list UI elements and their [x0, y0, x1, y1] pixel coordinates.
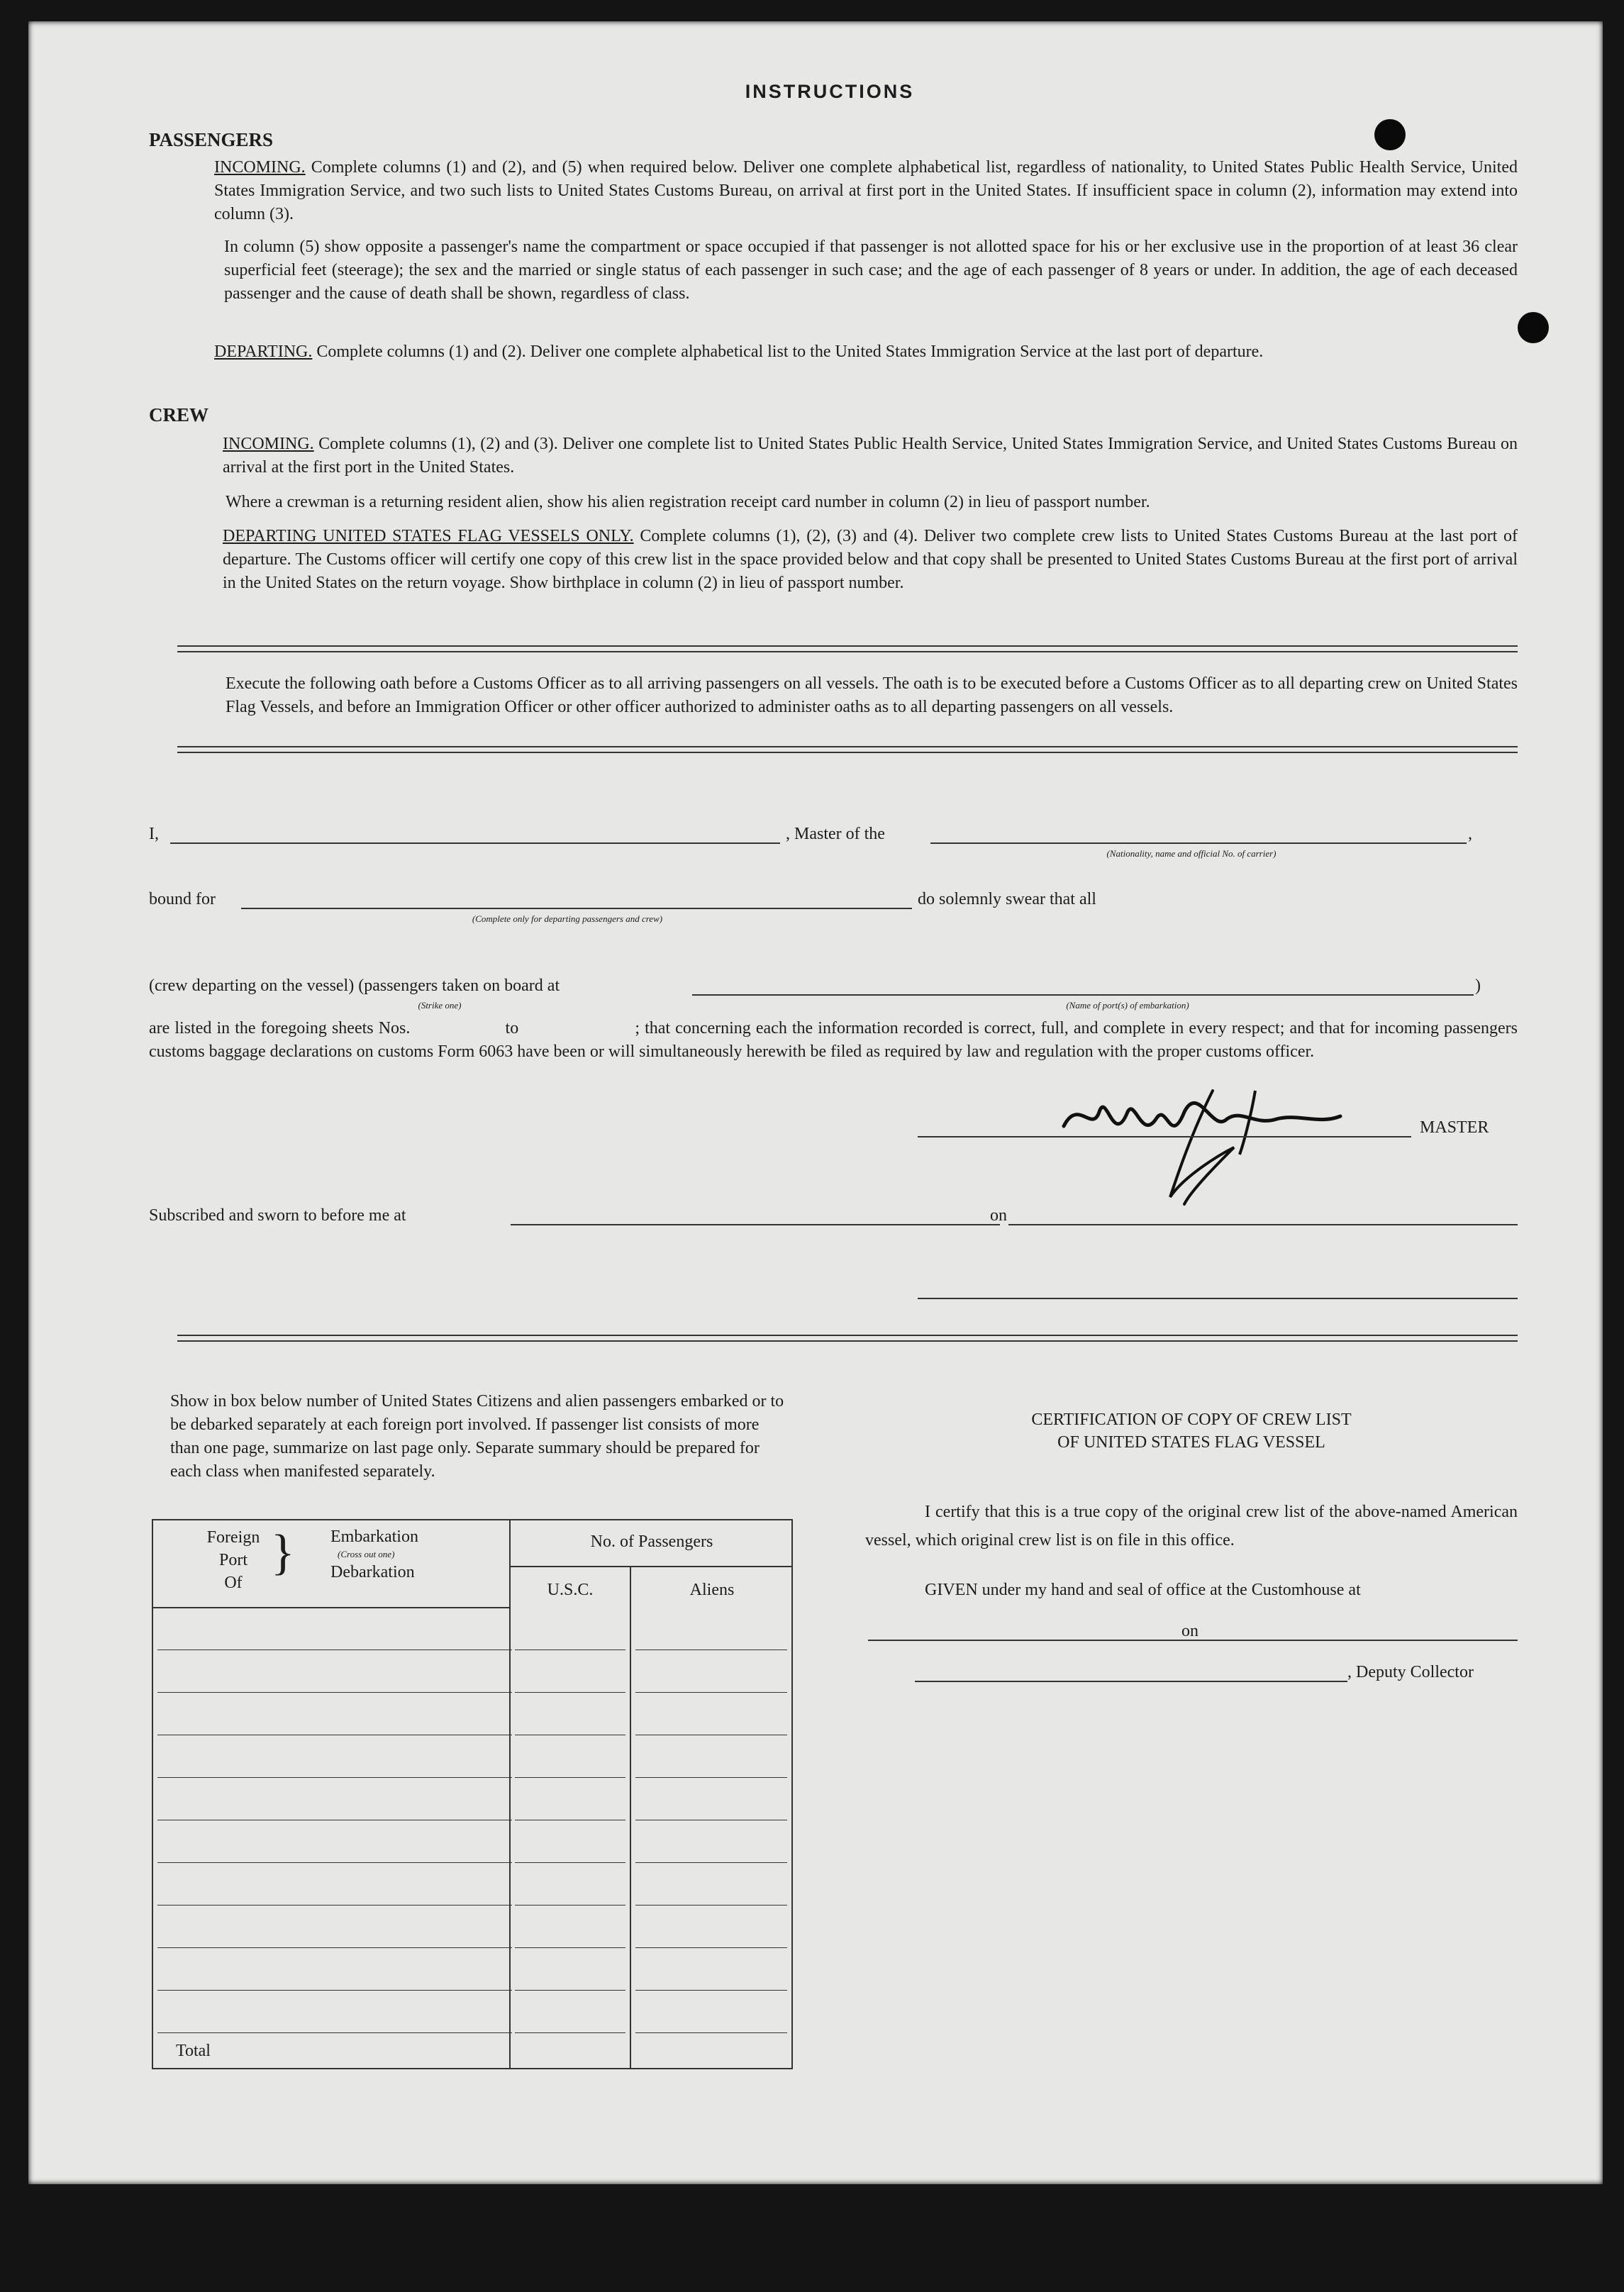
oath-i-label: I,: [149, 825, 159, 843]
bound-for-label: bound for: [149, 890, 216, 908]
crew-incoming-text: Complete columns (1), (2) and (3). Deliver one complete list to United States Public Health Service, United States Immigration Service, and United States Customs Bureau on arrival at the first port in the United States.: [223, 435, 1518, 477]
aliens-header: Aliens: [689, 1581, 735, 1599]
incoming-text: Complete columns (1) and (2), and (5) when required below. Deliver one complete alphabetical list, regardless of nationality, to United States Public Health Service, United States Immigration Service, and two such lists to United States Customs Bureau, on arrival at first port in the United States. If insufficient space in column (2), information may extend into column (3).: [214, 158, 1518, 223]
crew-incoming-paragraph: [223, 433, 1518, 479]
total-label: Total: [176, 2042, 211, 2060]
crew-departing-paragraph: [223, 525, 1518, 595]
crew-incoming-label: INCOMING.: [223, 435, 314, 453]
master-signature-line: [918, 1136, 1411, 1137]
on-label: on: [990, 1206, 1007, 1225]
crew-departing-label: DEPARTING UNITED STATES FLAG VESSELS ONLY.: [223, 527, 634, 545]
certification-title: CERTIFICATION OF COPY OF CREW LIST: [1031, 1411, 1352, 1429]
usc-header: U.S.C.: [547, 1581, 594, 1599]
punch-hole: [1518, 312, 1549, 343]
port-header: Foreign Port Of } Embarkation (Cross out one) Debarkation: [152, 1519, 511, 1608]
master-label: MASTER: [1420, 1118, 1489, 1137]
departing-text: Complete columns (1) and (2). Deliver one complete alphabetical list to the United States Immigration Service at the last port of departure.: [316, 343, 1264, 361]
carrier-line[interactable]: [930, 842, 1467, 844]
table-row[interactable]: [157, 1990, 512, 1991]
crew-departing-text: Complete columns (1), (2), (3) and (4). Deliver two complete crew lists to United States Customs Bureau at the last port of departure. The Customs officer will certify one copy of this crew list in the space provided below and that copy shall be presented to United States Customs Bureau at the first port of arrival in the United States on the return voyage. Show birthplace in column (2) in lieu of passport number.: [223, 527, 1518, 592]
master-signature: [1050, 1069, 1362, 1211]
sworn-place-line[interactable]: [511, 1224, 1000, 1225]
table-row[interactable]: [157, 1947, 512, 1948]
divider: [177, 645, 1518, 652]
ports-caption: (Name of port(s) of embarkation): [1066, 1000, 1189, 1011]
of-label: Of: [224, 1574, 243, 1592]
nationality-caption: (Nationality, name and official No. of carrier): [1106, 848, 1277, 859]
master-name-line[interactable]: [170, 842, 780, 844]
departing-label: DEPARTING.: [214, 343, 313, 361]
table-row[interactable]: [157, 1862, 512, 1863]
certification-subtitle: OF UNITED STATES FLAG VESSEL: [1057, 1433, 1325, 1452]
embarkation-port-line[interactable]: [692, 994, 1474, 996]
deputy-collector-label: , Deputy Collector: [1347, 1663, 1474, 1681]
divider: [177, 746, 1518, 753]
table-row[interactable]: [157, 2032, 512, 2033]
certification-text: I certify that this is a true copy of the original crew list of the above-named American vessel, which original crew list is on file in this office.: [865, 1503, 1518, 1550]
deputy-collector-line[interactable]: [915, 1681, 1347, 1682]
no-of-passengers-header: No. of Passengers: [511, 1519, 793, 1567]
debarkation-label: Debarkation: [330, 1563, 415, 1581]
sworn-date-line[interactable]: [1008, 1224, 1518, 1225]
certification-date-line[interactable]: [1201, 1640, 1518, 1641]
bound-for-line[interactable]: [241, 908, 912, 909]
table-row[interactable]: [157, 1905, 512, 1906]
crewman-paragraph: Where a crewman is a returning resident alien, show his alien registration receipt card number in column (2) in lieu of passport number.: [226, 493, 1150, 511]
master-of-the-label: , Master of the: [786, 825, 885, 843]
port-label: Port: [218, 1551, 248, 1569]
instructions-title: INSTRUCTIONS: [745, 81, 915, 102]
column5-paragraph: In column (5) show opposite a passenger's name the compartment or space occupied if that passenger is not allotted space for his or her exclusive use in the proportion of at least 36 clear superficial feet (steerage); the sex and the married or single status of each passenger in such case; and the age of each passenger of 8 years or under. In addition, the age of each deceased passenger and the cause of death shall be shown, regardless of class.: [224, 238, 1518, 303]
given-label: GIVEN under my hand and seal of office at the Customhouse at: [925, 1581, 1361, 1599]
foreign-label: Foreign: [206, 1528, 260, 1547]
punch-hole: [1374, 119, 1406, 150]
certification-on-label: on: [1181, 1622, 1198, 1640]
strike-one-caption: (Strike one): [418, 1000, 462, 1011]
officer-signature-line[interactable]: [918, 1298, 1518, 1299]
passengers-incoming-paragraph: [214, 156, 1518, 226]
customhouse-line[interactable]: [868, 1640, 1201, 1641]
oath-instruction: Execute the following oath before a Customs Officer as to all arriving passengers on all vessels. The oath is to be executed before a Customs Officer as to all departing crew on United States Flag Vessels, and before an Immigration Officer or other officer authorized to administer oaths as to all departing passengers on all vessels.: [226, 674, 1518, 716]
embarkation-label: Embarkation: [330, 1528, 418, 1546]
crew-heading: CREW: [149, 404, 209, 425]
complete-only-caption: (Complete only for departing passengers and crew): [472, 913, 663, 924]
passengers-departing-paragraph: [214, 340, 1518, 364]
table-row[interactable]: [157, 1692, 512, 1693]
subscribed-label: Subscribed and sworn to before me at: [149, 1206, 406, 1225]
table-row[interactable]: [157, 1777, 512, 1778]
document-page: INSTRUCTIONS PASSENGERS INCOMING. Complete columns (1) and (2), and (5) when required below. Deliver one complete alphabetical list, regardless of nationality, to United States Public Health Service, United States Immigration Service, and two such lists to United States Customs Bureau, on arrival at first port in the United States. If insufficient space in column (2), information may extend into column (3). In column (5) show opposite a passenger's name the compartment or space occupied if that passenger is not allotted space for his or her exclusive use in the proportion of at least 36 clear superficial feet (steerage); the sex and the married or single status of each passenger in such case; and the age of each passenger of 8 years or under. In addition, the age of each deceased passenger and the cause of death shall be shown, regardless of class. DEPARTING. Complete columns (1) and (2). Deliver one complete alphabetical list to the United States Immigration Service at the last port of departure. CREW INCOMING. Complete columns (1), (2) and (3). Deliver one complete list to United States Public Health Service, United States Immigration Service, and United States Customs Bureau on arrival at the first port in the United States. Where a crewman is a returning resident alien, show his alien registration receipt card number in column (2) in lieu of passport number. DEPARTING UNITED STATES FLAG VESSELS ONLY. Complete columns (1), (2), (3) and (4). Deliver two complete crew lists to United States Customs Bureau at the last port of departure. The Customs officer will certify one copy of this crew list in the space provided below and that copy shall be presented to United States Customs Bureau at the first port of arrival in the United States on the return voyage. Show birthplace in column (2) in lieu of passport number. Execute the following oath before a Customs Officer as to all arriving passengers on all vessels. The oath is to be executed before a Customs Officer as to all departing crew on United States Flag Vessels, and before an Immigration Officer or other officer authorized to administer oaths as to all departing passengers on all vessels. I, , Master of the , (Nationality, name and official No. of carrier) bound for do solemnly swear that all (Complete only for departing passengers and crew) (crew departing on the vessel) (passengers taken on board at ) (Strike one) (Name of port(s) of embarkation) are listed in the foregoing sheets Nos. to ; that concerning each the information recorded is correct, full, and complete in every respect; and that for incoming passengers customs baggage declarations on customs Form 6063 have been or will simultaneously herewith be filed as required by law and regulation with the proper customs officer. MASTER Subscribed and sworn to before me at on Show in box below number of United States Citizens and alien passengers embarked or to be debarked separately at each foreign port involved. If passenger list consists of more than one page, summarize on last page only. Separate summary should be prepared for each class when manifested separately. Foreign Port Of } Embarkation (Cross out one) Debarkation No. of Passengers U.S.C. Aliens Total CERTIFICATION OF COPY OF CREW LIST OF UNITED STATES FLAG VESSEL I certify that this is a true copy of the original crew list of the above-named American vessel, which original crew list is on file in this office. GIVEN under my hand and seal of office at the Customhouse at on , Deputy Collector: [28, 21, 1603, 2184]
listed-paragraph: are listed in the foregoing sheets Nos. to ; that concerning each the information recorded is correct, full, and complete in every respect; and that for incoming passengers customs baggage declarations on customs Form 6063 have been or will simultaneously herewith be filed as required by law and regulation with the proper customs officer.: [149, 1019, 1518, 1061]
incoming-label: INCOMING.: [214, 158, 306, 177]
passengers-heading: PASSENGERS: [149, 129, 274, 150]
do-solemnly-label: do solemnly swear that all: [918, 890, 1096, 908]
summary-instruction: Show in box below number of United States Citizens and alien passengers embarked or to be debarked separately at each foreign port involved. If passenger list consists of more than one page, summarize on last page only. Separate summary should be prepared for each class when manifested separately.: [170, 1392, 784, 1481]
cross-out-label: (Cross out one): [338, 1549, 395, 1559]
crew-departing-label: (crew departing on the vessel) (passengers taken on board at: [149, 977, 560, 995]
divider: [177, 1335, 1518, 1342]
